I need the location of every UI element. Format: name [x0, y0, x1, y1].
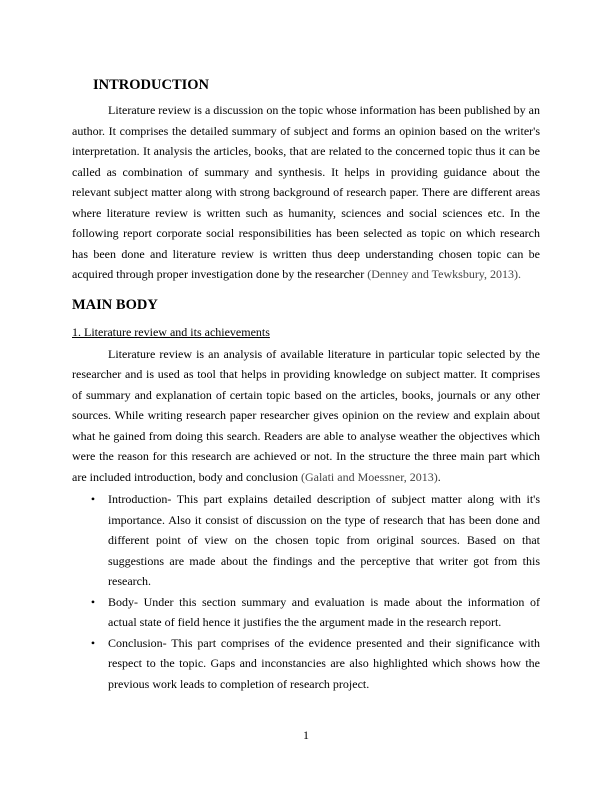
- introduction-paragraph: [72, 100, 540, 285]
- main-body-tail: .: [437, 469, 441, 484]
- page-content: [72, 76, 540, 694]
- page-number: 1: [303, 728, 309, 742]
- bullet-text: Body- Under this section summary and evaluation is made about the information of actual state of field hence it justifies the the argument made in the research report.: [108, 594, 540, 629]
- introduction-text: Literature review is a discussion on the topic whose information has been published by an author. It comprises the detailed summary of subject and forms an opinion based on the writer's interpretation. It analysis the articles, books, that are related to the concerned topic thus it can be called as combination of summary and synthesis. It helps in providing guidance about the relevant subject matter along with strong background of research paper. There are different areas where literature review is written such as humanity, sciences and social sciences etc. In the following report corporate social responsibilities has been selected as topic on which research has been done and literature review is written thus deep understanding chosen topic can be acquired through proper investigation done by the researcher: [72, 103, 540, 281]
- bullet-dot-icon: •: [90, 635, 96, 650]
- introduction-citation: (Denney and Tewksbury, 2013).: [367, 267, 522, 281]
- bullet-text: Conclusion- This part comprises of the evidence presented and their significance with respect to the topic. Gaps and inconstancies are also highlighted which shows how the previous work leads to completion of research project.: [108, 635, 540, 691]
- main-body-text: Literature review is an analysis of available literature in particular topic selected by the researcher and is used as tool that helps in providing knowledge on subject matter. It comprises of summary and explanation of certain topic based on the articles, books, journals or any other sources. While writing research paper researcher gives opinion on the review and explain about what he gained from doing this search. Readers are able to analyse weather the objectives which were the reason for this research are achieved or not. In the structure the three main part which are included introduction, body and conclusion: [72, 346, 540, 484]
- main-body-citation: (Galati and Moessner, 2013): [300, 469, 438, 484]
- main-body-heading: MAIN BODY: [72, 296, 158, 313]
- bullet-dot-icon: •: [90, 492, 96, 506]
- main-body-paragraph: [72, 344, 540, 488]
- bullet-item-conclusion: [72, 633, 540, 695]
- introduction-heading: INTRODUCTION: [93, 77, 210, 93]
- bullet-item-body: [72, 592, 540, 633]
- bullet-text: Introduction- This part explains detailed description of subject matter along with it's importance. Also it consist of discussion on the type of research that has been done and different point of view on the chosen topic from original sources. Based on that suggestions are made about the findings and the perceptive that writer got from this research.: [108, 492, 540, 588]
- structure-bullet-list: [72, 489, 540, 694]
- bullet-item-introduction: [72, 489, 540, 592]
- section-subheading: 1. Literature review and its achievements: [72, 324, 270, 339]
- bullet-dot-icon: •: [90, 594, 96, 609]
